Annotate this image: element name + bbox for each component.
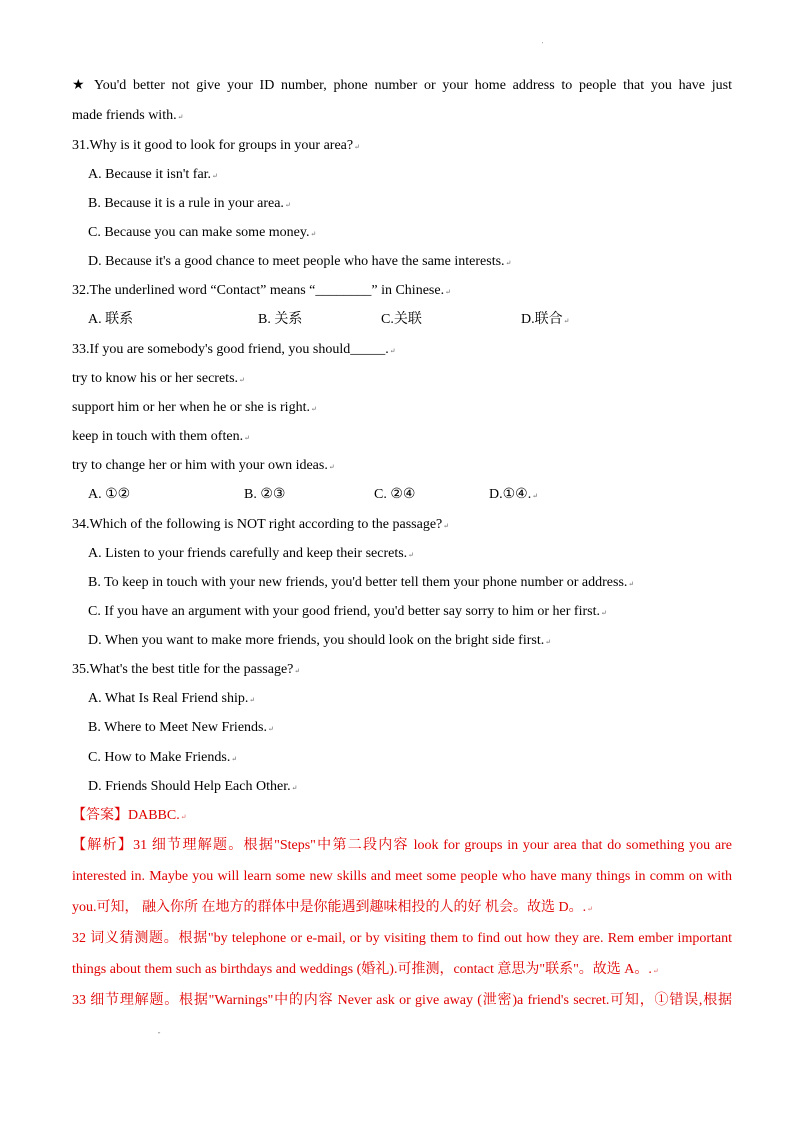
page-bottom-mark: ″	[158, 1032, 161, 1038]
question-35-option-a: A. What Is Real Friend ship.↵	[88, 691, 256, 706]
question-31-option-a: A. Because it isn't far.↵	[88, 167, 218, 182]
question-33-option-a: A. ①②	[88, 487, 131, 502]
question-33-statement-2: support him or her when he or she is right.↵	[72, 400, 317, 415]
question-31-option-d: D. Because it's a good chance to meet people who have the same interests.↵	[88, 254, 512, 269]
question-31-stem: 31.Why is it good to look for groups in your area?↵	[72, 138, 360, 153]
question-33-stem: 33.If you are somebody's good friend, you should_____.↵	[72, 342, 396, 357]
question-34-option-b: B. To keep in touch with your new friends, you'd better tell them your phone number or address.↵	[88, 575, 635, 590]
question-32-option-b: B. 关系	[258, 312, 303, 327]
question-32-option-d: D.联合↵	[521, 312, 570, 327]
question-33-statement-1: try to know his or her secrets.↵	[72, 371, 245, 386]
analysis-line-3: you.可知， 融入你所 在地方的群体中是你能遇到趣味相投的人的好 机会。故选 D。.↵	[72, 900, 593, 915]
question-32-option-c: C.关联	[381, 312, 422, 327]
question-35-option-d: D. Friends Should Help Each Other.↵	[88, 779, 298, 794]
paragraph-mark: ↵	[177, 113, 184, 121]
analysis-line-6: 33 细节理解题。根据"Warnings"中的内容 Never ask or give away (泄密)a friend's secret.可知，①错误,根据	[72, 993, 732, 1008]
question-32-option-a: A. 联系	[88, 312, 134, 327]
question-34-option-d: D. When you want to make more friends, you should look on the bright side first.↵	[88, 633, 552, 648]
page-top-mark: ′	[542, 42, 544, 48]
question-34-stem: 34.Which of the following is NOT right according to the passage?↵	[72, 517, 450, 532]
question-32-stem: 32.The underlined word “Contact” means “________” in Chinese.↵	[72, 283, 451, 298]
question-34-option-c: C. If you have an argument with your good friend, you'd better say sorry to him or her first.↵	[88, 604, 607, 619]
question-35-option-c: C. How to Make Friends.↵	[88, 750, 238, 765]
question-31-option-c: C. Because you can make some money.↵	[88, 225, 317, 240]
question-34-option-a: A. Listen to your friends carefully and keep their secrets.↵	[88, 546, 415, 561]
question-33-option-b: B. ②③	[244, 487, 286, 502]
analysis-line-4: 32 词义猜测题。根据"by telephone or e-mail, or by visiting them to find out how they are. Rem ember important	[72, 931, 732, 946]
question-33-option-c: C. ②④	[374, 487, 416, 502]
question-33-statement-4: try to change her or him with your own ideas.↵	[72, 458, 335, 473]
question-33-statement-3: keep in touch with them often.↵	[72, 429, 250, 444]
intro-line-2: made friends with.↵	[72, 108, 184, 123]
question-35-stem: 35.What's the best title for the passage?↵	[72, 662, 301, 677]
analysis-line-1: 【解析】31 细节理解题。根据"Steps"中第二段内容 look for groups in your area that do something you are	[72, 838, 732, 853]
intro-line-1: ★ You'd better not give your ID number, phone number or your home address to people that you have just	[72, 78, 732, 93]
question-35-option-b: B. Where to Meet New Friends.↵	[88, 720, 274, 735]
analysis-line-2: interested in. Maybe you will learn some new skills and meet some people who have many things in comm on with	[72, 869, 732, 884]
analysis-line-5: things about them such as birthdays and weddings (婚礼).可推测，contact 意思为"联系"。故选 A。.↵	[72, 962, 659, 977]
answer-line: 【答案】DABBC.↵	[72, 808, 187, 823]
question-33-option-d: D.①④.↵	[489, 487, 539, 502]
question-31-option-b: B. Because it is a rule in your area.↵	[88, 196, 291, 211]
